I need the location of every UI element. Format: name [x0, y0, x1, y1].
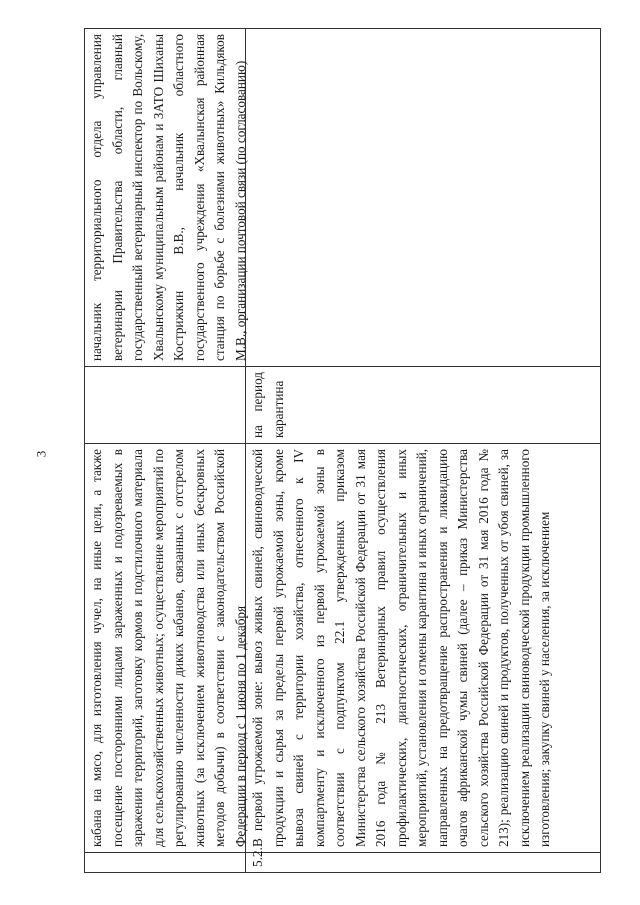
responsible-cell — [85, 29, 246, 367]
term-cell: на период карантина — [246, 367, 601, 444]
action-cell — [246, 444, 601, 853]
action-text: В первой угрожаемой зоне: вывоз живых свиней, свиноводческой продукции и сырья за пределы первой угрожаемой зоны, кроме вывоза свиней с территории хозяйства, отнесенного к IV компартменту и исключенного из первой угрожаемой зоны в соответствии с подпунктом 22.1 утвержденных приказом Министерства сельского хозяйства Российской Федерации от 31 мая 2016 года № 213 Ветеринарных правил осуществления профилактических, диагностических, ограничительных и иных мероприятий, установления и отмены карантина и иных ограничений, направленных на предотвращение распространения и ликвидацию очагов африканской чумы свиней (далее – приказ Министерства сельского хозяйства Российской Федерации от 31 мая 2016 года № 213); реализацию свиней и продуктов, полученных от убоя свиней, за исключением реализации свиноводческой продукции промышленного изготовления; закупку свиней у населения, за исключением — [250, 449, 552, 847]
table-row-continued — [85, 29, 246, 873]
action-text: кабана на мясо, для изготовления чучел, на иные цели, а также посещение посторонними лицами зараженных и подозреваемых в заражении территорий, заготовку кормов и подстилочного материала для сельскохозяйственных животных; осуществление мероприятий по регулированию численности диких кабанов, связанных с отстрелом животных (за исключением животноводства или иных бескровных методов добычи) в соответствии с законодательством Российской Федерации в период с 1 июня по 1 декабря — [89, 449, 248, 847]
responsible-text: начальник территориального отдела управления ветеринарии Правительства области, главный государственный ветеринарный инспектор по Вольскому, Хвалынскому муниципальным районам и ЗАТО Шиханы Кострижкин В.В., начальник областного государственного учреждения «Хвалынская районная станция по борьбе с болезнями животных» Кильдяков М.В., организации почтовой связи (по согласованию) — [89, 34, 248, 361]
term-cell — [85, 367, 246, 444]
row-number-cell — [85, 853, 246, 873]
table-row-5-2 — [246, 29, 601, 873]
action-cell — [85, 444, 246, 853]
measures-table-wrapper — [84, 29, 594, 873]
row-number-cell: 5.2. — [246, 853, 601, 873]
page-number: 3 — [33, 450, 49, 458]
measures-table — [84, 28, 601, 873]
responsible-cell — [246, 29, 601, 367]
